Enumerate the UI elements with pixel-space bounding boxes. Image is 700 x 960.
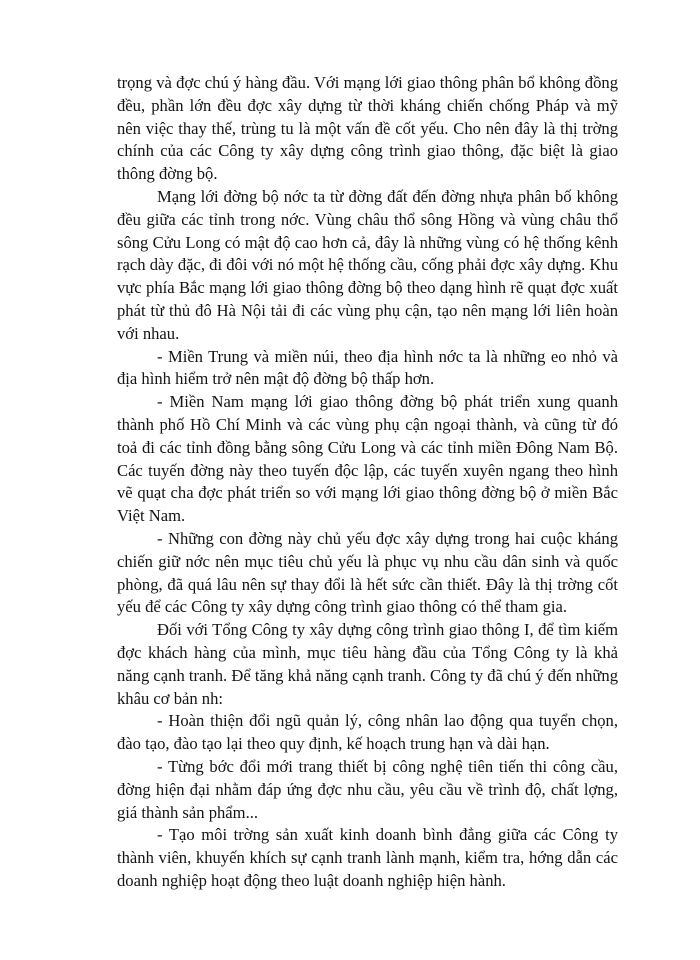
paragraph-competition: Đối với Tổng Công ty xây dựng công trình giao thông I, để tìm kiếm đợc khách hàng của mình, mục tiêu hàng đầu của Tổng Công ty là khả năng cạnh tranh. Để tăng khả năng cạnh tranh. Công ty đã chú ý đến những khâu cơ bản nh:	[117, 620, 618, 708]
paragraph-equipment: - Từng bớc đổi mới trang thiết bị công nghệ tiên tiến thi công cầu, đờng hiện đại nhằm đáp ứng đợc nhu cầu, yêu cầu về trình độ, chất lợng, giá thành sản phẩm...	[117, 756, 618, 822]
paragraph-business-environment: - Tạo môi trờng sản xuất kinh doanh bình đẳng giữa các Công ty thành viên, khuyến khích sự cạnh tranh lành mạnh, kiểm tra, hớng dẫn các doanh nghiệp hoạt động theo luật doanh nghiệp hiện hành.	[117, 825, 618, 890]
document-page	[117, 72, 618, 893]
paragraph-road-network: Mạng lới đờng bộ nớc ta từ đờng đất đến đờng nhựa phân bố không đều giữa các tỉnh trong nớc. Vùng châu thổ sông Hồng và vùng châu thổ sông Cửu Long có mật độ cao hơn cả, đây là những vùng có hệ thống kênh rạch dày đặc, đi đôi với nó một hệ thống cầu, cống phải đợc xây dựng. Khu vực phía Bắc mạng lới giao thông đờng bộ theo dạng hình rẽ quạt đợc xuất phát từ thủ đô Hà Nội tải đi các vùng phụ cận, tạo nên mạng lới liên hoàn với nhau.	[117, 186, 618, 343]
paragraph-market-importance: trọng và đợc chú ý hàng đầu. Với mạng lới giao thông phân bổ không đồng đều, phần lớn đều đợc xây dựng từ thời kháng chiến chống Pháp và mỹ nên việc thay thế, trùng tu là một vấn đề cốt yếu. Cho nên đây là thị trờng chính của các Công ty xây dựng công trình giao thông, đặc biệt là giao thông đờng bộ.	[117, 73, 618, 184]
paragraph-workforce: - Hoàn thiện đổi ngũ quản lý, công nhân lao động qua tuyển chọn, đào tạo, đào tạo lại theo quy định, kế hoạch trung hạn và dài hạn.	[117, 711, 618, 754]
paragraph-central-region: - Miền Trung và miền núi, theo địa hình nớc ta là những eo nhỏ và địa hình hiểm trở nên mật độ đờng bộ thấp hơn.	[117, 346, 618, 389]
paragraph-southern-region: - Miền Nam mạng lới giao thông đờng bộ phát triển xung quanh thành phố Hồ Chí Minh và các vùng phụ cận ngoại thành, và cũng từ đó toả đi các tỉnh đồng bằng sông Cửu Long và các tỉnh miền Đông Nam Bộ. Các tuyến đờng này theo tuyến độc lập, các tuyến xuyên ngang theo hình vẽ quạt cha đợc phát triển so với mạng lới giao thông đờng bộ ở miền Bắc Việt Nam.	[117, 392, 618, 526]
paragraph-war-roads: - Những con đờng này chủ yếu đợc xây dựng trong hai cuộc kháng chiến giữ nớc nên mục tiêu chủ yếu là phục vụ nhu cầu dân sinh và quốc phòng, đã quá lâu nên sự thay đổi là hết sức cần thiết. Đây là thị trờng cốt yếu để các Công ty xây dựng công trình giao thông có thể tham gia.	[117, 528, 618, 617]
